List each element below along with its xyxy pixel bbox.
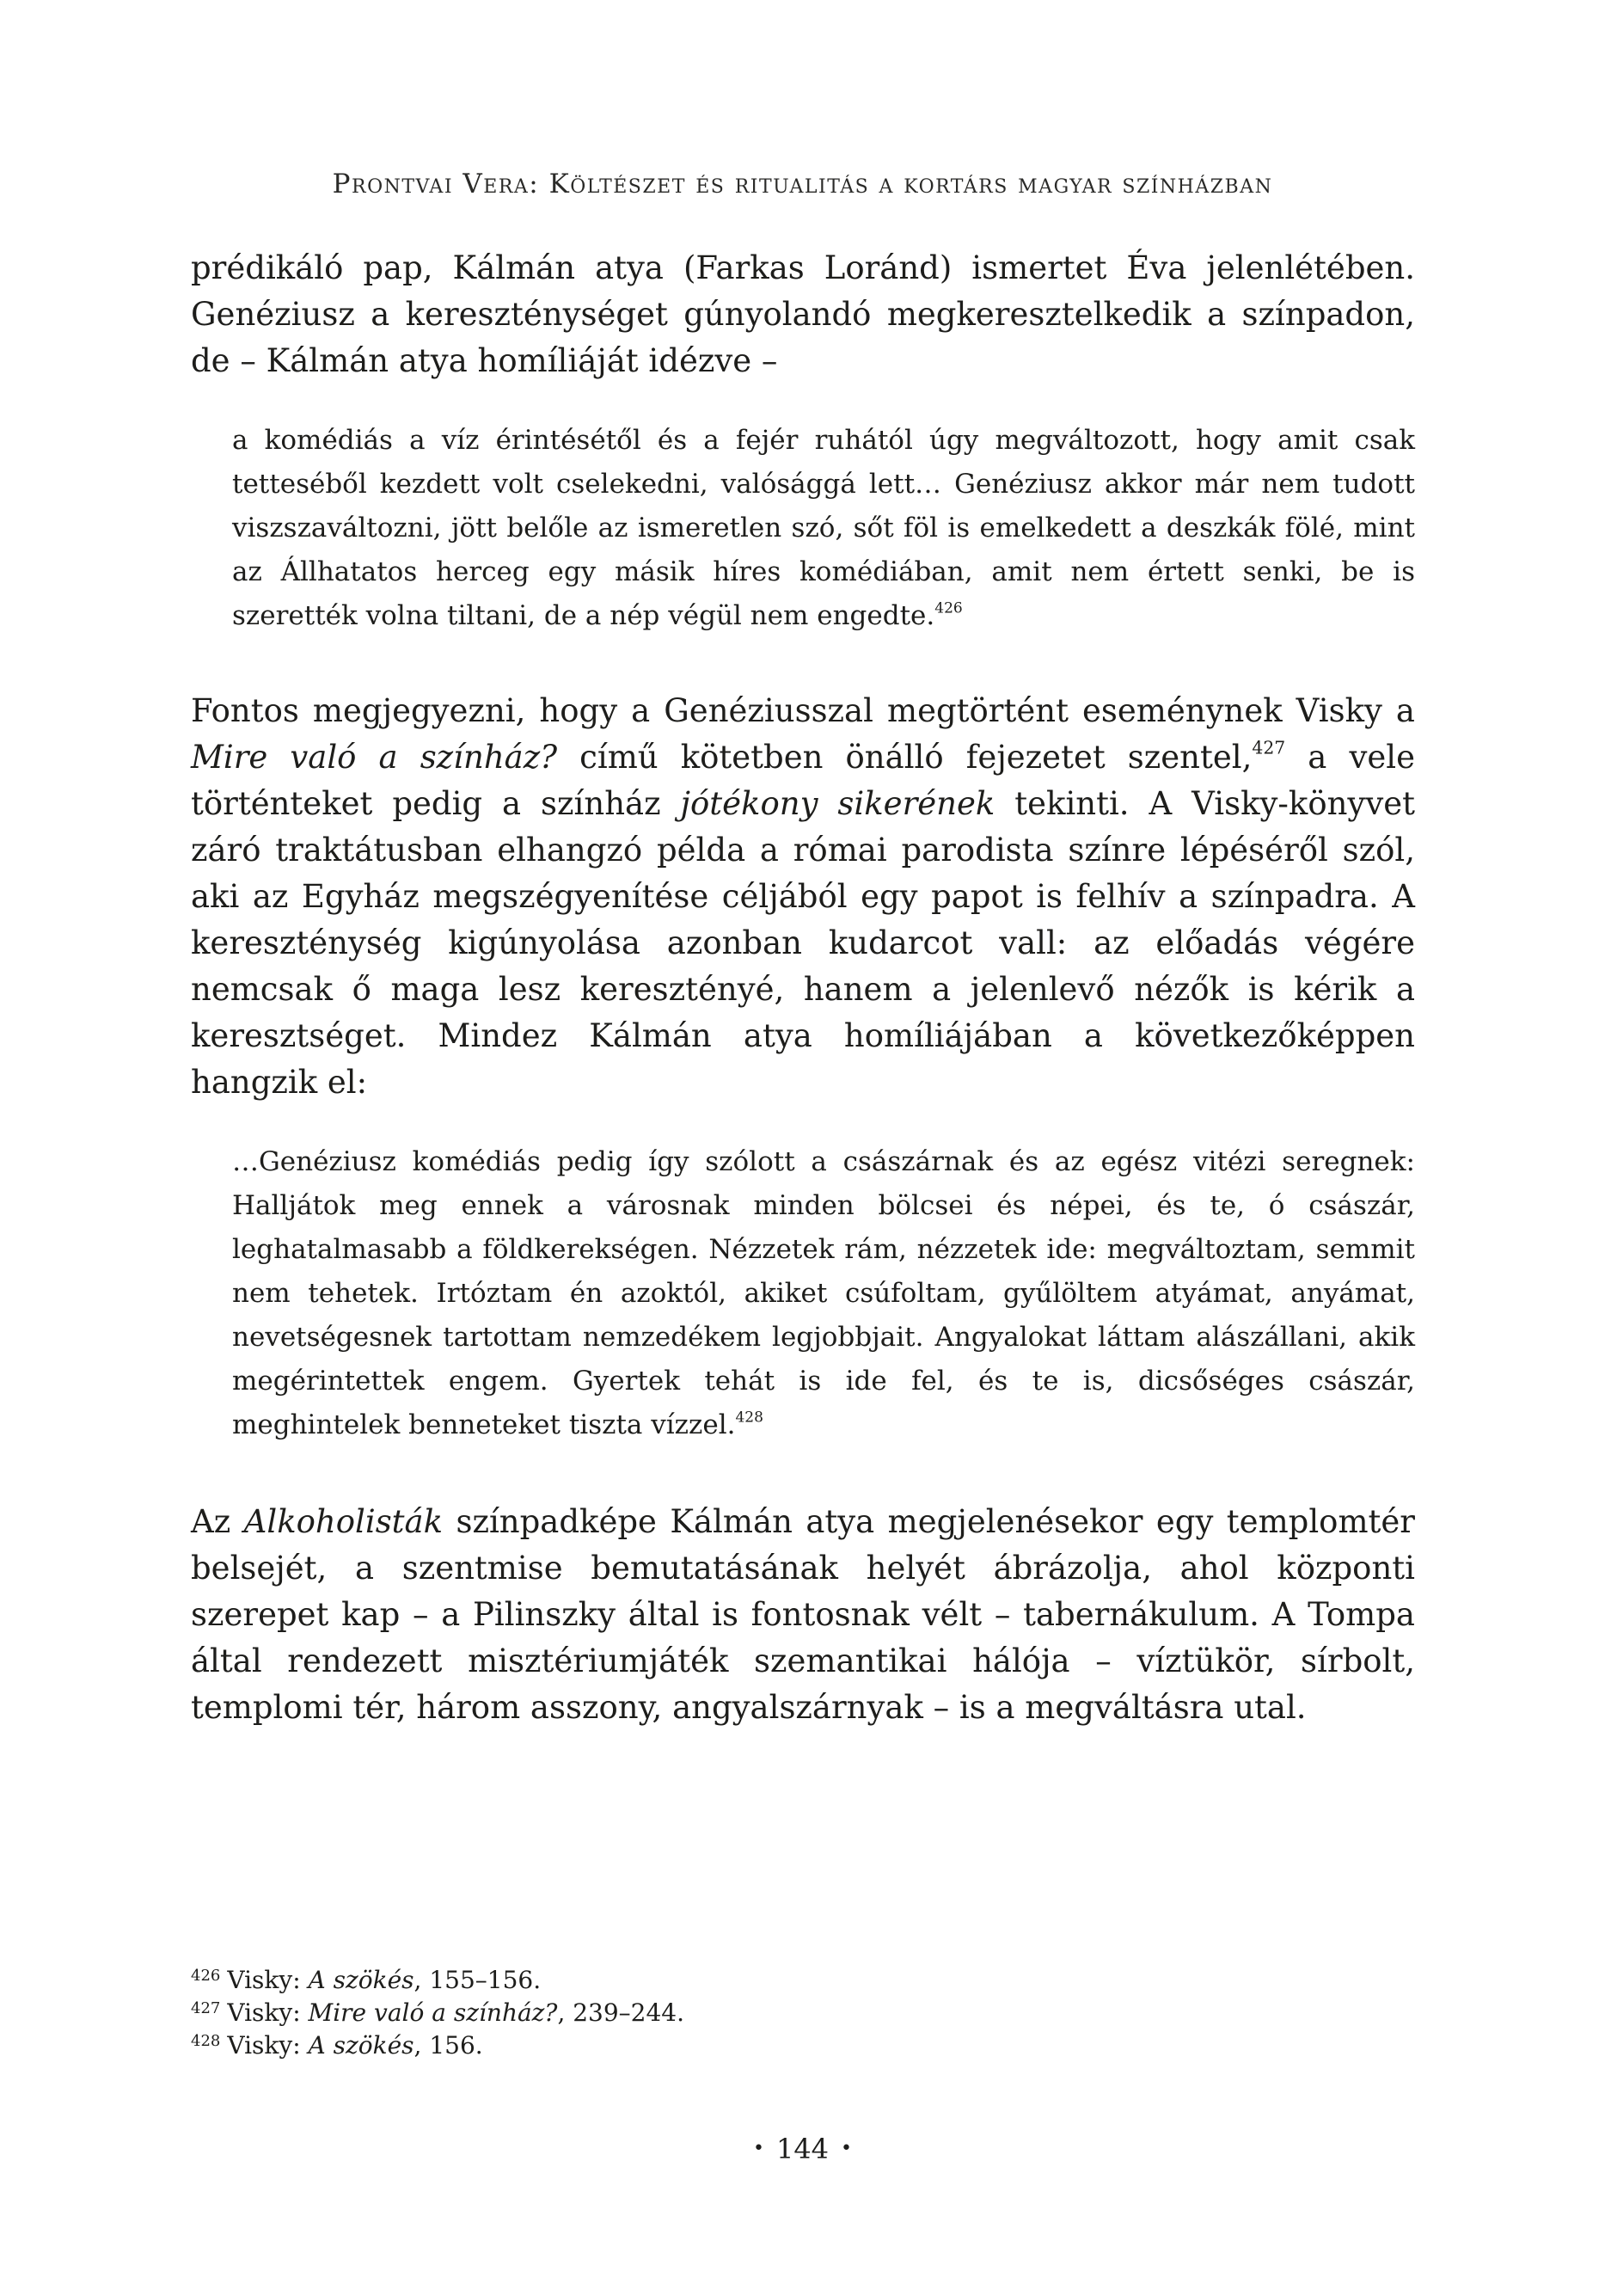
paragraph-1 xyxy=(191,245,1415,384)
emphasis-italic: jótékony sikerének xyxy=(680,785,995,822)
footnote-ref-428[interactable]: 428 xyxy=(735,1409,763,1427)
footnote-number: 428 xyxy=(191,2032,221,2050)
bullet-icon: • xyxy=(841,2138,853,2159)
page-number-footer xyxy=(0,2133,1605,2165)
footnote-ref-426[interactable]: 426 xyxy=(934,599,963,617)
footnote-title: A szökés xyxy=(308,1966,414,1994)
paragraph-3 xyxy=(191,1499,1415,1731)
footnote-ref-427[interactable]: 427 xyxy=(1252,737,1286,758)
block-quote-1-text: a komédiás a víz érintésétől és a fejér ruhától úgy megváltozott, hogy amit csak tetteséből kezdett volt cselekedni, valósággá lett… Genéziusz akkor már nem tudott viszszaváltozni, jött belőle az ismeretlen szó, sőt föl is emelkedett a deszkák fölé, mint az Állhatatos herceg egy másik híres komédiában, amit nem értett senki, be is szerették volna tiltani, de a nép végül nem engedte. xyxy=(232,425,1415,631)
footnote-author: Visky: xyxy=(227,2031,309,2060)
block-quote-1 xyxy=(191,419,1415,638)
paragraph-2 xyxy=(191,688,1415,1106)
footnote-author: Visky: xyxy=(227,1998,309,2027)
footnote-author: Visky: xyxy=(227,1966,309,1994)
footnote-title: Mire való a színház? xyxy=(308,1998,558,2027)
paragraph-2-text-c: a vele történteket pedig a színház xyxy=(191,739,1415,822)
footnote-426 xyxy=(191,1964,1415,1997)
paragraph-3-text-a: Az xyxy=(191,1503,244,1540)
footnote-number: 426 xyxy=(191,1967,221,1985)
paragraph-2-text-a: Fontos megjegyezni, hogy a Genéziusszal megtörtént eseménynek Visky a xyxy=(191,692,1415,729)
footnote-number: 427 xyxy=(191,1999,221,2017)
main-text xyxy=(191,245,1415,1731)
paragraph-3-text-b: színpadképe Kálmán atya megjelenésekor egy templomtér belsejét, a szentmise bemutatásának helyét ábrázolja, ahol központi szerepet kap – a Pilinszky által is fontosnak vélt – tabernákulum. A Tompa által rendezett misztériumjáték szemantikai hálója – víztükör, sírbolt, templomi tér, három asszony, angyalszárnyak – is a megváltásra utal. xyxy=(191,1503,1415,1726)
block-quote-2 xyxy=(191,1140,1415,1447)
footnotes xyxy=(191,1964,1415,2062)
footnote-title: A szökés xyxy=(308,2031,414,2060)
play-title-italic: Alkoholisták xyxy=(243,1503,444,1540)
footnote-pages: , 239–244. xyxy=(557,1998,685,2027)
footnote-427 xyxy=(191,1997,1415,2029)
paragraph-2-text-d: tekinti. A Visky-könyvet záró traktátusban elhangzó példa a római parodista színre lépéséről szól, aki az Egyház megszégyenítése céljából egy papot is felhív a színpadra. A kereszténység kigúnyolása azonban kudarcot vall: az előadás végére nemcsak ő maga lesz keresztényé, hanem a jelenlevő nézők is kérik a keresztséget. Mindez Kálmán atya homíliájában a következőképpen hangzik el: xyxy=(191,785,1415,1101)
paragraph-2-text-b: című kötetben önálló fejezetet szentel, xyxy=(557,739,1253,776)
bullet-icon: • xyxy=(752,2138,764,2159)
footnote-428 xyxy=(191,2029,1415,2062)
block-quote-2-text: …Genéziusz komédiás pedig így szólott a császárnak és az egész vitézi seregnek: Halljátok meg ennek a városnak minden bölcsei és népei, és te, ó császár, leghatalmasabb a földkerekségen. Nézzetek rám, nézzetek ide: megváltoztam, semmit nem tehetek. Irtóztam én azoktól, akiket csúfoltam, gyűlöltem atyámat, anyámat, nevetségesnek tartottam nemzedékem legjobbjait. Angyalokat láttam alászállani, akik megérintettek engem. Gyertek tehát is ide fel, és te is, dicsőséges császár, meghintelek benneteket tiszta vízzel. xyxy=(232,1146,1415,1440)
page-number: 144 xyxy=(775,2133,830,2165)
footnote-pages: , 156. xyxy=(414,2031,483,2060)
paragraph-1-text: prédikáló pap, Kálmán atya (Farkas Loránd) ismertet Éva jelenlétében. Genéziusz a kereszténységet gúnyolandó megkeresztelkedik a színpadon, de – Kálmán atya homíliáját idézve – xyxy=(191,249,1415,379)
running-header: Prontvai Vera: Költészet és ritualitás a kortárs magyar színházban xyxy=(332,169,1273,200)
book-title-italic: Mire való a színház? xyxy=(191,739,558,776)
footnote-pages: , 155–156. xyxy=(414,1966,542,1994)
